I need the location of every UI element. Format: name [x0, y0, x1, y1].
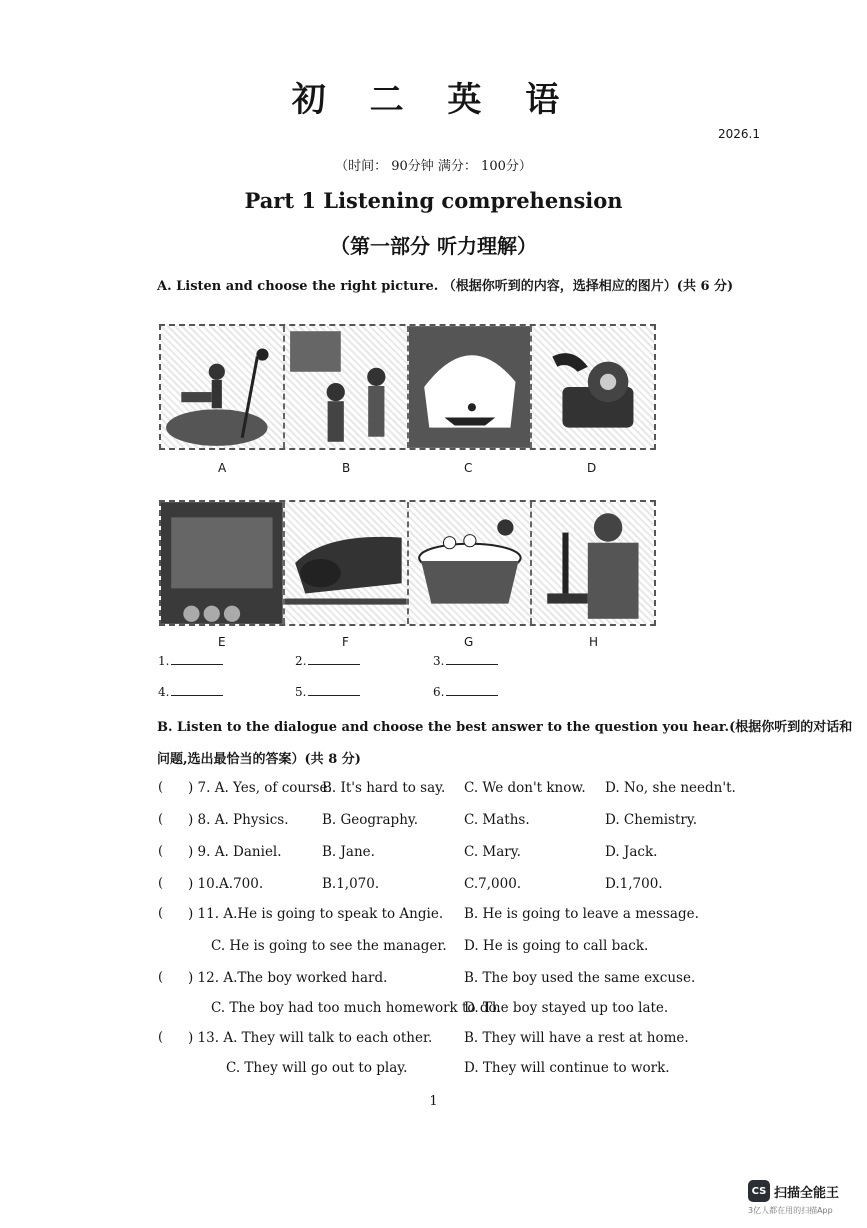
q12-option-b: B. The boy used the same excuse.: [464, 970, 696, 986]
picture-label: A: [218, 461, 227, 475]
picture-label: D: [587, 461, 597, 475]
q9-option-a: ) 9. A. Daniel.: [188, 844, 282, 860]
answer-blank-2[interactable]: 2.: [295, 654, 360, 668]
answer-blank-1[interactable]: 1.: [158, 654, 223, 668]
answer-paren-8[interactable]: (: [158, 812, 164, 827]
q11-option-c: C. He is going to see the manager.: [211, 938, 447, 954]
part-title: Part 1 Listening comprehension: [244, 188, 623, 213]
q12-option-a: ) 12. A.The boy worked hard.: [188, 970, 388, 986]
answer-paren-7[interactable]: (: [158, 780, 164, 795]
picture-label: C: [464, 461, 473, 475]
q9-option-d: D. Jack.: [605, 844, 658, 860]
scanner-watermark: [748, 1180, 839, 1202]
picture-label: F: [342, 635, 349, 649]
page-number: 1: [429, 1094, 438, 1109]
answer-blank-4[interactable]: 4.: [158, 685, 223, 699]
q10-option-b: B.1,070.: [322, 876, 380, 892]
q10-option-d: D.1,700.: [605, 876, 663, 892]
picture-f-sleeping-boy-icon: [285, 502, 409, 624]
watermark-app-name: 扫描全能王: [774, 1185, 840, 1201]
q10-option-c: C.7,000.: [464, 876, 522, 892]
answer-paren-11[interactable]: (: [158, 906, 164, 921]
picture-strip-1: [159, 324, 656, 450]
q9-option-b: B. Jane.: [322, 844, 375, 860]
answer-paren-9[interactable]: (: [158, 844, 164, 859]
q11-option-a: ) 11. A.He is going to speak to Angie.: [188, 906, 444, 922]
picture-c-boat-cave-icon: [409, 326, 533, 448]
q11-option-d: D. He is going to call back.: [464, 938, 649, 954]
q8-option-d: D. Chemistry.: [605, 812, 697, 828]
q8-option-a: ) 8. A. Physics.: [188, 812, 289, 828]
picture-label: G: [464, 635, 474, 649]
answer-blank-5[interactable]: 5.: [295, 685, 360, 699]
section-b-instruction: B. Listen to the dialogue and choose the best answer to the question you hear.(根据你听到的对话和: [157, 720, 853, 735]
picture-h-scientist-microscope-icon: [532, 502, 654, 624]
answer-blank-6[interactable]: 6.: [433, 685, 498, 699]
section-a-instruction: A. Listen and choose the right picture. （根据你听到的内容，选择相应的图片）(共 6 分): [157, 279, 734, 294]
q13-option-b: B. They will have a rest at home.: [464, 1030, 689, 1046]
section-b-instruction-cont: 问题,选出最恰当的答案）(共 8 分): [157, 752, 361, 767]
q9-option-c: C. Mary.: [464, 844, 521, 860]
picture-label: B: [342, 461, 351, 475]
watermark-tagline: 3亿人都在用的扫描App: [748, 1206, 833, 1215]
answer-blank-3[interactable]: 3.: [433, 654, 498, 668]
q7-option-b: B. It's hard to say.: [322, 780, 446, 796]
part-title-cn: （第一部分 听力理解）: [330, 234, 537, 258]
q7-option-a: ) 7. A. Yes, of course.: [188, 780, 332, 796]
q12-option-c: C. The boy had too much homework to do.: [211, 1000, 501, 1016]
q7-option-c: C. We don't know.: [464, 780, 586, 796]
camscanner-logo-icon: CS: [748, 1180, 770, 1202]
picture-e-classroom-board-icon: [161, 502, 285, 624]
exam-date: 2026.1: [718, 127, 760, 141]
q11-option-b: B. He is going to leave a message.: [464, 906, 699, 922]
picture-label: H: [589, 635, 599, 649]
q8-option-b: B. Geography.: [322, 812, 419, 828]
q7-option-d: D. No, she needn't.: [605, 780, 736, 796]
picture-label: E: [218, 635, 226, 649]
picture-a-musician-icon: [161, 326, 285, 448]
answer-paren-13[interactable]: (: [158, 1030, 164, 1045]
exam-info: （时间： 90分钟 满分： 100分）: [335, 159, 532, 174]
answer-paren-12[interactable]: (: [158, 970, 164, 985]
picture-b-children-icon: [285, 326, 409, 448]
q13-option-a: ) 13. A. They will talk to each other.: [188, 1030, 433, 1046]
page-title: 初 二 英 语: [291, 80, 576, 120]
q13-option-c: C. They will go out to play.: [226, 1060, 408, 1076]
q10-option-a: ) 10.A.700.: [188, 876, 264, 892]
answer-paren-10[interactable]: (: [158, 876, 164, 891]
q13-option-d: D. They will continue to work.: [464, 1060, 670, 1076]
q12-option-d: D. The boy stayed up too late.: [464, 1000, 669, 1016]
picture-d-telephone-icon: [532, 326, 654, 448]
picture-strip-2: [159, 500, 656, 626]
picture-g-bath-icon: [409, 502, 533, 624]
q8-option-c: C. Maths.: [464, 812, 530, 828]
